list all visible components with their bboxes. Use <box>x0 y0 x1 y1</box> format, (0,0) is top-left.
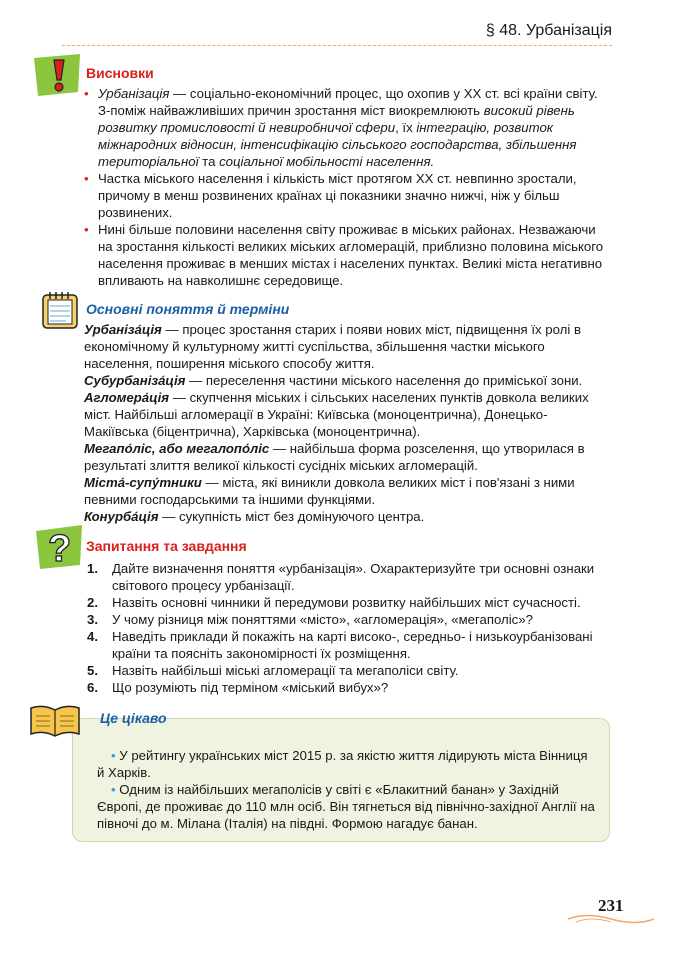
conclusion-text: , їх <box>395 120 417 135</box>
conclusions-heading: Висновки <box>86 65 154 81</box>
question-item <box>84 628 606 662</box>
running-header: § 48. Урбанізація <box>485 22 612 39</box>
definition: — найбільша форма розселення, що утворилася в результаті злиття великої кількості сусідніх міських агломерацій. <box>84 441 585 473</box>
bullet-dot: • <box>84 222 89 237</box>
conclusions-list <box>84 85 606 289</box>
ornament-icon <box>566 912 656 926</box>
bullet-dot: • <box>84 171 89 186</box>
term-definition <box>84 372 606 389</box>
term: Мегапо́ліс, або мегалопо́ліс <box>84 441 270 456</box>
terms-heading: Основні поняття й терміни <box>86 301 290 317</box>
question-text: Наведіть приклади й покажіть на карті високо-, середньо- і низькоурбанізовані країни та поясніть закономірності їх розміщення. <box>112 629 593 661</box>
conclusion-text: соціальної мобільності населення. <box>219 154 435 169</box>
term-definition <box>84 508 606 525</box>
question-text: Назвіть основні чинники й передумови розвитку найбільших міст сучасності. <box>112 595 581 610</box>
question-item <box>84 662 606 679</box>
header-divider <box>62 45 612 46</box>
conclusion-item <box>84 85 606 170</box>
question-number: 5. <box>87 663 98 678</box>
conclusion-text: Частка міського населення і кількість міст протягом XX ст. невпинно зростали, причому в менш розвинених країнах ці показники значно нижчі, ніж у більш розвинених. <box>98 171 577 220</box>
page-number: 231 <box>598 896 624 915</box>
interesting-box <box>72 718 610 842</box>
conclusion-text: Нині більше половини населення світу проживає в міських районах. Незважаючи на зростання кількості великих міських агломерацій, приблизно половина міського населення проживає в менших містах і населених пунктах. Великі міста негативно впливають на навколишнє середовище. <box>98 222 604 288</box>
bullet-dot: • <box>111 782 120 797</box>
conclusion-text: інтеграцію, розвиток міжнародних відносин, інтенсифікацію сільського господарства, збільшення територіальної <box>98 120 577 169</box>
definition: — міста, які виникли довкола великих міст і пов'язані з ними певними господарськими та іншими функціями. <box>84 475 575 507</box>
questions-ol <box>84 560 606 696</box>
term: Субурбаніза́ція <box>84 373 186 388</box>
conclusion-text: Урбанізація <box>98 86 170 101</box>
question-text: У чому різниця між поняттями «місто», «агломерація», «мегаполіс»? <box>112 612 533 627</box>
interesting-list <box>97 747 597 832</box>
definition: — процес зростання старих і появи нових міст, підвищення їх ролі в економічному й культурному житті суспільства, збільшення частки міського населення, поширення міського способу життя. <box>84 322 581 371</box>
question-number: 3. <box>87 612 98 627</box>
interesting-heading: Це цікаво <box>100 710 167 726</box>
question-item <box>84 679 606 696</box>
question-number: 6. <box>87 680 98 695</box>
question-text: Дайте визначення поняття «урбанізація». Охарактеризуйте три основні ознаки світового процесу урбанізації. <box>112 561 595 593</box>
bullet-dot: • <box>84 86 89 101</box>
interesting-text: У рейтингу українських міст 2015 р. за якістю життя лідирують міста Вінниця й Харків. <box>97 748 588 780</box>
exclamation-icon <box>32 52 84 98</box>
interesting-text: Одним із найбільших мегаполісів у світі є «Блакитний банан» у Західній Європі, де проживає до 110 млн осіб. Він тягнеться від північно-західної Англії на півночі до м. Мілана (Італія) на півдні. Формою нагадує банан. <box>97 782 595 831</box>
conclusion-text: високий рівень розвитку промисловості й невиробничої сфери <box>98 103 575 135</box>
definition: — сукупність міст без домінуючого центра. <box>158 509 425 524</box>
book-icon <box>28 704 82 738</box>
term: Агломера́ція <box>84 390 170 405</box>
svg-text:?: ? <box>48 528 72 570</box>
question-number: 2. <box>87 595 98 610</box>
question-number: 1. <box>87 561 98 576</box>
term: Міста́-супу́тники <box>84 475 202 490</box>
term-definition <box>84 440 606 474</box>
terms-list <box>84 321 606 525</box>
definition: — переселення частини міського населення до приміської зони. <box>185 373 583 388</box>
conclusion-text: — соціально-економічний процес, що охопив у XX ст. всі країни світу. З-поміж найважливіших причин зростання міст виокремлюють <box>98 86 598 118</box>
conclusion-item <box>84 170 606 221</box>
definition: — скупчення міських і сільських населених пунктів довкола великих міст. Найбільші агломерації в Україні: Київська (моноцентрична), Донецько-Макіївська (біцентрична), Харківська (моноцентрична). <box>84 390 589 439</box>
questions-heading: Запитання та завдання <box>86 538 247 554</box>
questions-list <box>84 560 606 696</box>
notebook-icon <box>40 290 80 330</box>
conclusion-text: та <box>198 154 220 169</box>
term-definition <box>84 321 606 372</box>
question-item <box>84 560 606 594</box>
term-definition <box>84 389 606 440</box>
interesting-item <box>97 781 597 832</box>
question-text: Назвіть найбільші міські агломерації та мегаполіси світу. <box>112 663 459 678</box>
question-text: Що розуміють під терміном «міський вибух»? <box>112 680 389 695</box>
conclusion-item <box>84 221 606 289</box>
question-number: 4. <box>87 629 98 644</box>
bullet-dot: • <box>111 748 120 763</box>
question-icon <box>34 523 86 571</box>
question-item <box>84 611 606 628</box>
interesting-item <box>97 747 597 781</box>
term: Конурба́ція <box>84 509 159 524</box>
term-definition <box>84 474 606 508</box>
question-item <box>84 594 606 611</box>
term: Урбаніза́ція <box>84 322 162 337</box>
